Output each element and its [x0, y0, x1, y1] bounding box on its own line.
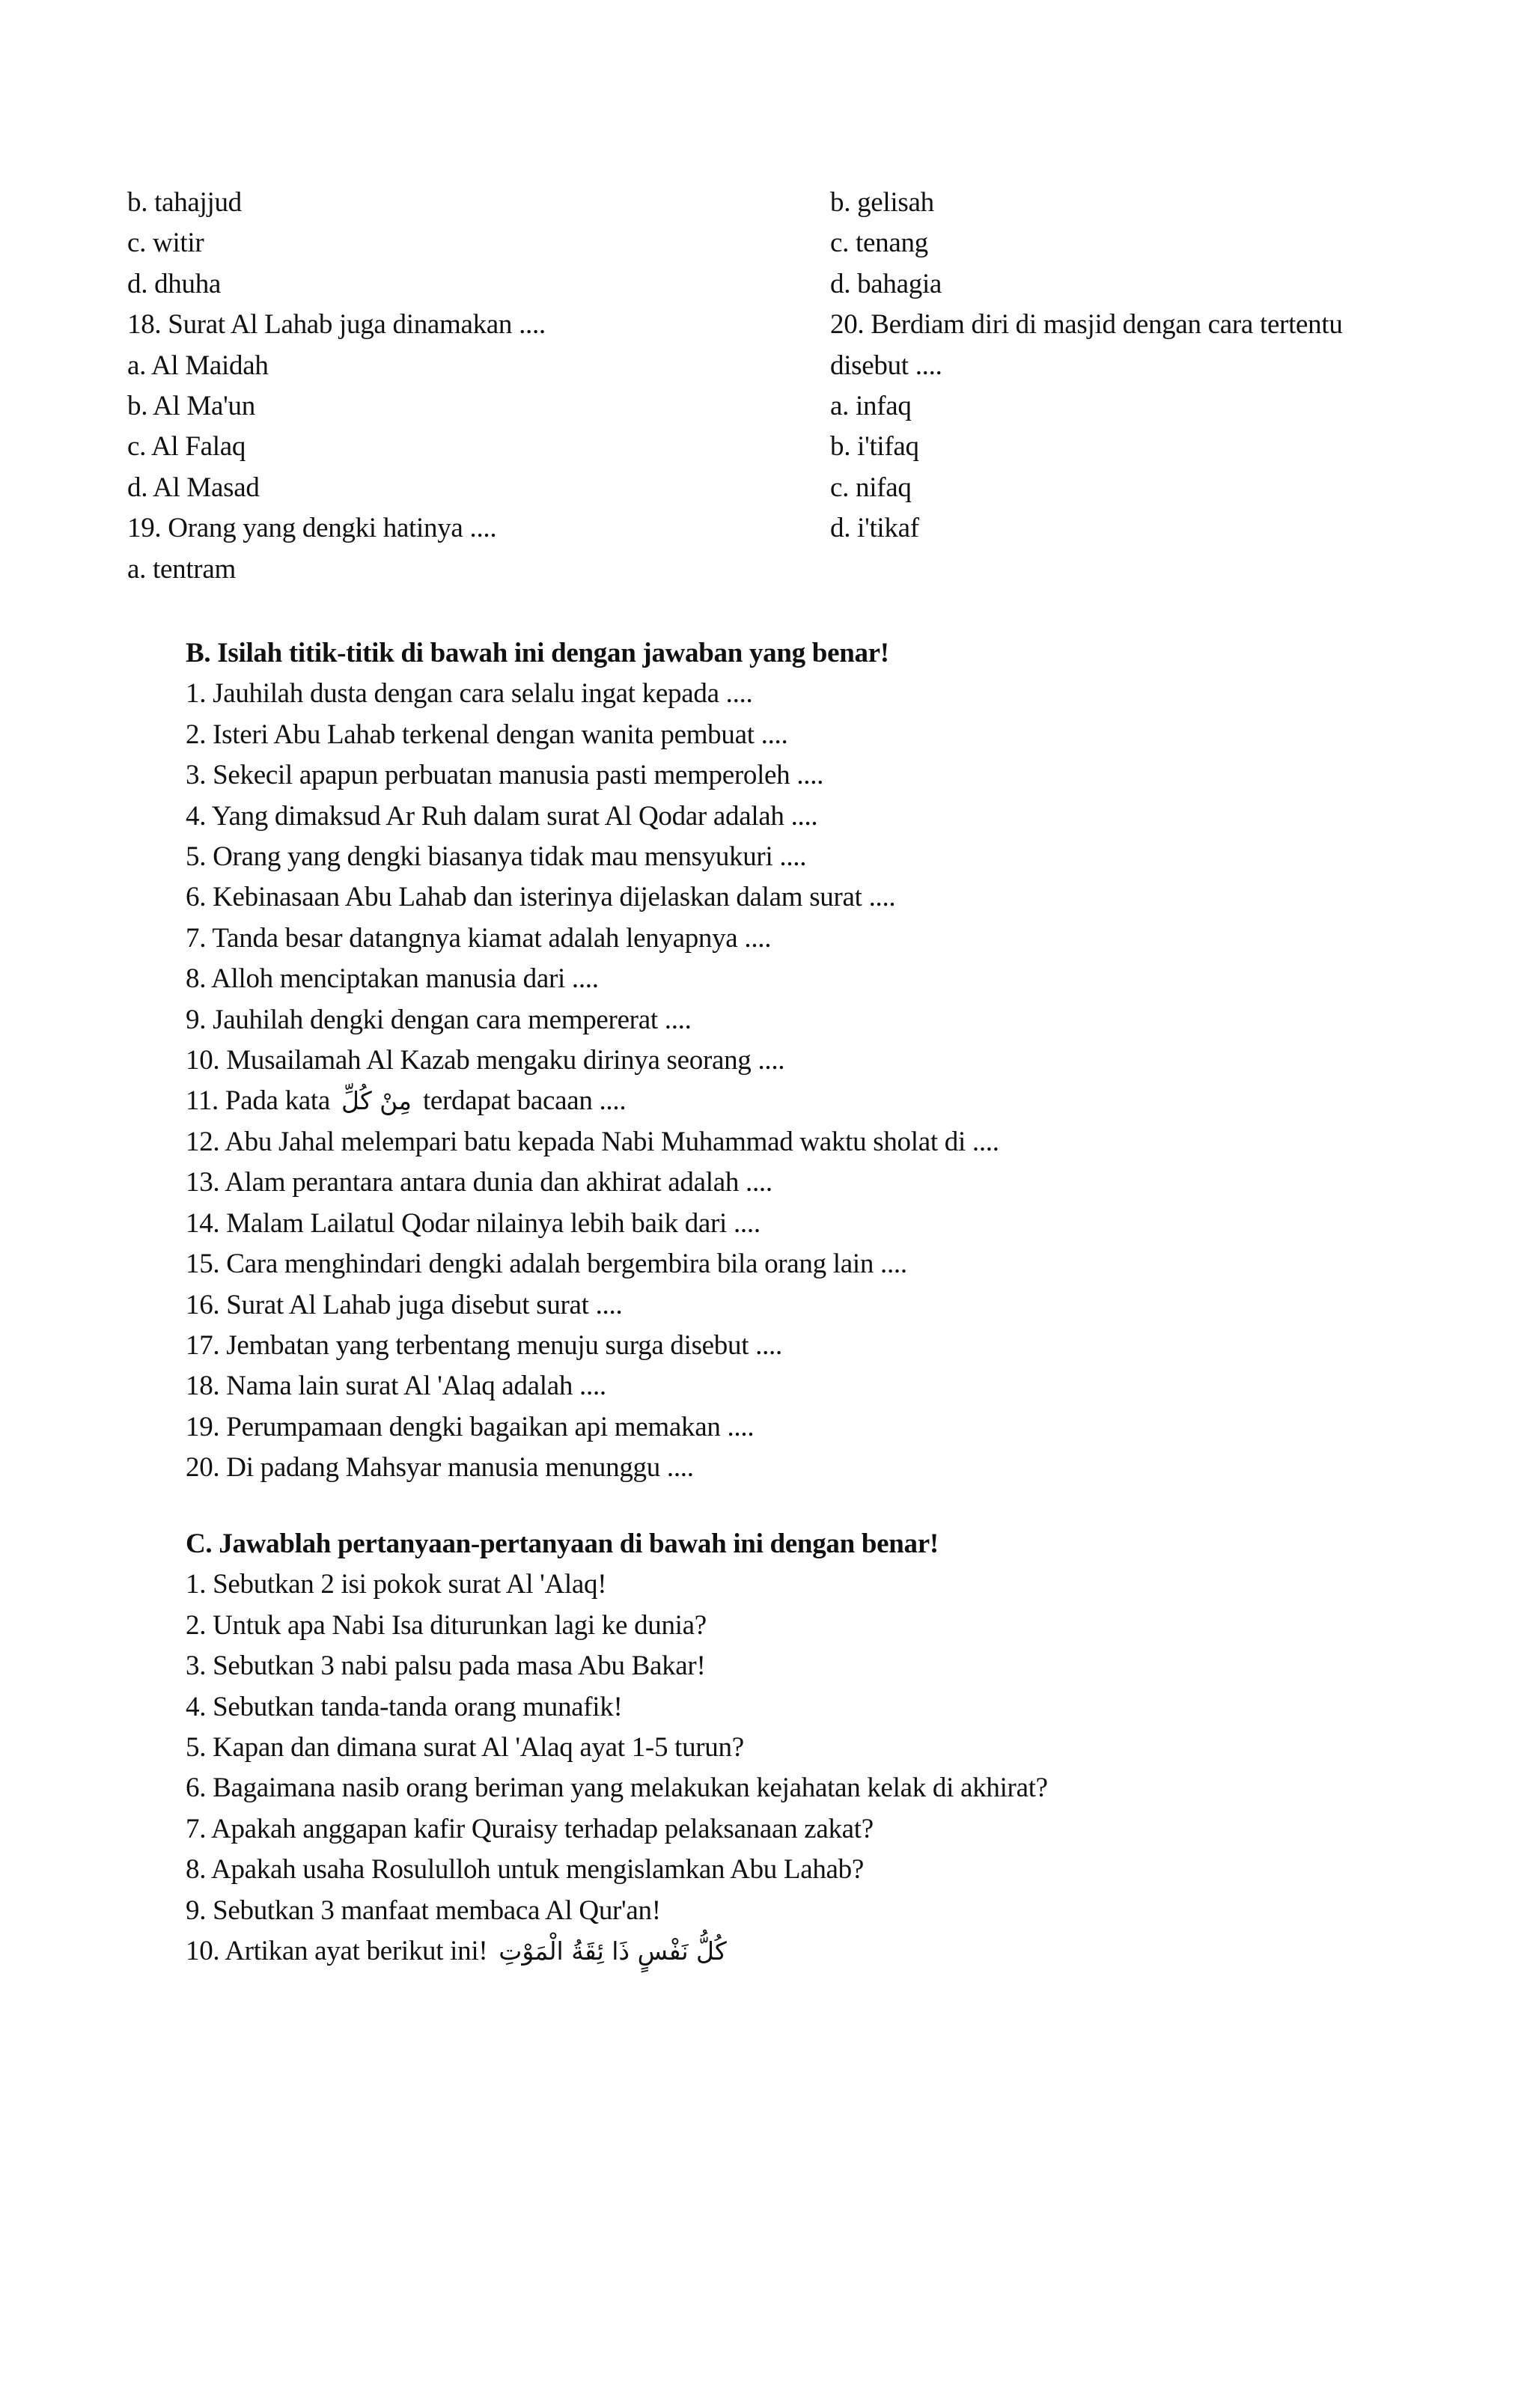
choice-line: b. gelisah	[830, 187, 934, 218]
essay-question-10	[186, 1931, 1458, 1972]
essay-question: 3. Sebutkan 3 nabi palsu pada masa Abu Bakar!	[186, 1650, 706, 1682]
essay-question: 8. Apakah usaha Rosululloh untuk mengislamkan Abu Lahab?	[186, 1854, 864, 1886]
choice-line: d. bahagia	[830, 268, 942, 299]
arabic-verse: كُلُّ نَفْسٍ ذَا ئِقَةُ الْمَوْتِ	[499, 1936, 727, 1966]
fill-in-item: 6. Kebinasaan Abu Lahab dan isterinya dijelaskan dalam surat ....	[186, 882, 896, 913]
fill-in-item-11	[186, 1081, 1458, 1121]
fill-in-item: 18. Nama lain surat Al 'Alaq adalah ....	[186, 1371, 606, 1402]
essay-question: 9. Sebutkan 3 manfaat membaca Al Qur'an!	[186, 1895, 661, 1926]
fill-in-item: 20. Di padang Mahsyar manusia menunggu ....	[186, 1452, 694, 1484]
fill-in-item: 2. Isteri Abu Lahab terkenal dengan wanita pembuat ....	[186, 719, 788, 750]
multiple-choice-right-column	[830, 183, 1429, 549]
multiple-choice-left-column	[127, 183, 801, 590]
fill-in-item: 8. Alloh menciptakan manusia dari ....	[186, 963, 599, 995]
choice-line: c. tenang	[830, 228, 928, 259]
essay-question: 2. Untuk apa Nabi Isa diturunkan lagi ke dunia?	[186, 1609, 707, 1641]
item-11-suffix: terdapat bacaan ....	[422, 1085, 627, 1117]
question-19: 19. Orang yang dengki hatinya ....	[127, 513, 497, 544]
choice-line: b. Al Ma'un	[127, 391, 255, 422]
question-18: 18. Surat Al Lahab juga dinamakan ....	[127, 309, 546, 341]
question-20-continuation: disebut ....	[830, 350, 942, 381]
fill-in-item: 3. Sekecil apapun perbuatan manusia pasti memperoleh ....	[186, 760, 824, 791]
fill-in-item: 17. Jembatan yang terbentang menuju surga disebut ....	[186, 1329, 782, 1361]
section-c-essay	[186, 1524, 1458, 1972]
fill-in-item: 14. Malam Lailatul Qodar nilainya lebih baik dari ....	[186, 1207, 761, 1239]
essay-question: 1. Sebutkan 2 isi pokok surat Al 'Alaq!	[186, 1569, 607, 1600]
essay-question: 5. Kapan dan dimana surat Al 'Alaq ayat 1-5 turun?	[186, 1732, 744, 1764]
choice-line: d. Al Masad	[127, 472, 260, 503]
section-b-heading: B. Isilah titik-titik di bawah ini dengan jawaban yang benar!	[186, 638, 889, 668]
choice-line: b. i'tifaq	[830, 431, 919, 463]
question-20: 20. Berdiam diri di masjid dengan cara tertentu	[830, 309, 1343, 341]
choice-line: a. Al Maidah	[127, 350, 269, 381]
choice-line: b. tahajjud	[127, 187, 242, 218]
item-11-prefix: 11. Pada kata	[186, 1085, 331, 1117]
choice-line: c. witir	[127, 228, 204, 259]
fill-in-item: 15. Cara menghindari dengki adalah bergembira bila orang lain ....	[186, 1249, 907, 1280]
choice-line: d. i'tikaf	[830, 513, 919, 544]
fill-in-item: 5. Orang yang dengki biasanya tidak mau mensyukuri ....	[186, 841, 807, 873]
choice-line: a. tentram	[127, 553, 236, 585]
fill-in-item: 9. Jauhilah dengki dengan cara mempererat ....	[186, 1004, 692, 1035]
fill-in-item: 7. Tanda besar datangnya kiamat adalah lenyapnya ....	[186, 922, 772, 954]
choice-line: c. nifaq	[830, 472, 912, 503]
choice-line: d. dhuha	[127, 268, 222, 299]
essay-question: 7. Apakah anggapan kafir Quraisy terhadap pelaksanaan zakat?	[186, 1813, 874, 1844]
item-10-prefix: 10. Artikan ayat berikut ini!	[186, 1936, 488, 1967]
fill-in-item: 4. Yang dimaksud Ar Ruh dalam surat Al Qodar adalah ....	[186, 800, 818, 832]
section-b-fill-in	[186, 633, 1458, 1489]
fill-in-item: 12. Abu Jahal melempari batu kepada Nabi Muhammad waktu sholat di ....	[186, 1126, 999, 1157]
fill-in-item: 10. Musailamah Al Kazab mengaku dirinya seorang ....	[186, 1045, 785, 1076]
essay-question: 6. Bagaimana nasib orang beriman yang melakukan kejahatan kelak di akhirat?	[186, 1773, 1048, 1804]
section-c-heading: C. Jawablah pertanyaan-pertanyaan di bawah ini dengan benar!	[186, 1528, 939, 1559]
fill-in-item: 1. Jauhilah dusta dengan cara selalu ingat kepada ....	[186, 678, 753, 710]
fill-in-item: 16. Surat Al Lahab juga disebut surat ....	[186, 1289, 623, 1320]
arabic-phrase: مِنْ كُلِّ	[341, 1086, 412, 1116]
choice-line: c. Al Falaq	[127, 431, 246, 463]
essay-question: 4. Sebutkan tanda-tanda orang munafik!	[186, 1691, 623, 1722]
choice-line: a. infaq	[830, 391, 912, 422]
fill-in-item: 19. Perumpamaan dengki bagaikan api memakan ....	[186, 1411, 755, 1442]
fill-in-item: 13. Alam perantara antara dunia dan akhirat adalah ....	[186, 1167, 772, 1198]
